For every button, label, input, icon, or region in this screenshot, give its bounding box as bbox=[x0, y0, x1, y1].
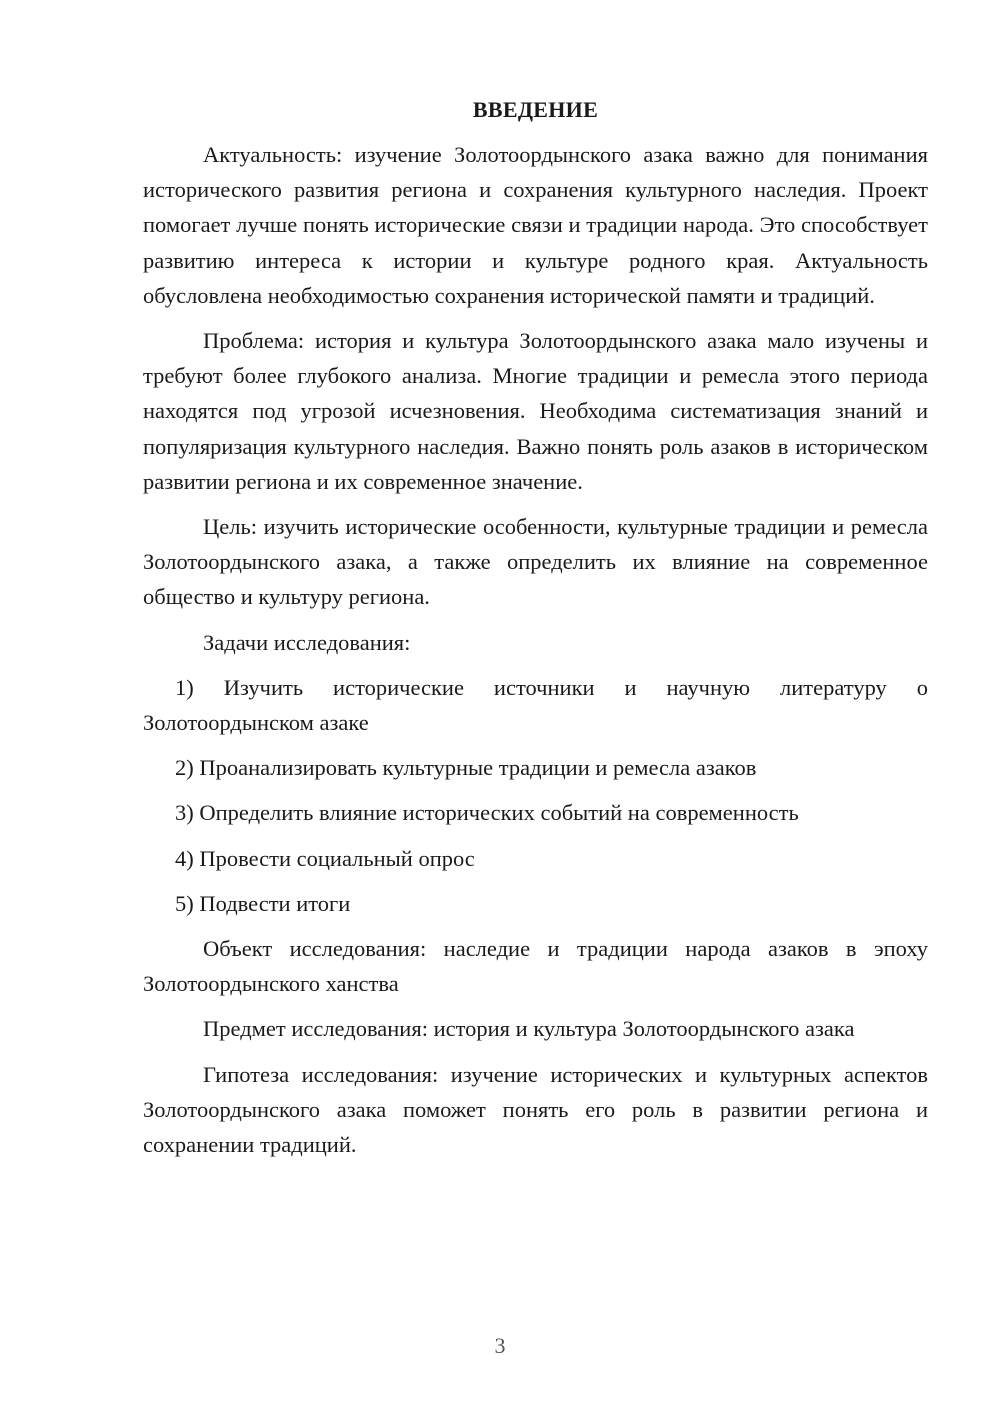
list-item: 1) Изучить исторические источники и научную литературу о Золотоордынском азаке bbox=[143, 674, 928, 736]
task-list bbox=[143, 670, 928, 921]
list-item: 3) Определить влияние исторических событий на современность bbox=[175, 800, 799, 826]
list-item: 4) Провести социальный опрос bbox=[175, 845, 475, 871]
paragraph-goal: Цель: изучить исторические особенности, культурные традиции и ремесла Золотоордынского азака, а также определить их влияние на современное общество и культуру региона. bbox=[143, 514, 928, 610]
page-title: ВВЕДЕНИЕ bbox=[472, 97, 599, 122]
paragraph-problem: Проблема: история и культура Золотоордынского азака мало изучены и требуют более глубокого анализа. Многие традиции и ремесла этого периода находятся под угрозой исчезновения. Необходима систематизация знаний и популяризация культурного наследия. Важно понять роль азаков в историческом развитии региона и их современное значение. bbox=[143, 328, 928, 494]
document-page bbox=[143, 95, 928, 1172]
tasks-heading: Задачи исследования: bbox=[203, 629, 411, 655]
list-item: 5) Подвести итоги bbox=[175, 890, 351, 916]
paragraph-relevance: Актуальность: изучение Золотоордынского азака важно для понимания исторического развития региона и сохранения культурного наследия. Проект помогает лучше понять исторические связи и традиции народа. Это способствует развитию интереса к истории и культуре родного края. Актуальность обусловлена необходимостью сохранения исторической памяти и традиций. bbox=[143, 142, 928, 308]
paragraph-subject: Предмет исследования: история и культура Золотоордынского азака bbox=[203, 1016, 855, 1042]
list-item: 2) Проанализировать культурные традиции и ремесла азаков bbox=[175, 755, 757, 781]
paragraph-hypothesis: Гипотеза исследования: изучение исторических и культурных аспектов Золотоордынского азака поможет понять его роль в развитии региона и сохранении традиций. bbox=[143, 1061, 928, 1158]
paragraph-object: Объект исследования: наследие и традиции народа азаков в эпоху Золотоордынского ханства bbox=[143, 936, 928, 997]
page-number: 3 bbox=[494, 1333, 506, 1358]
